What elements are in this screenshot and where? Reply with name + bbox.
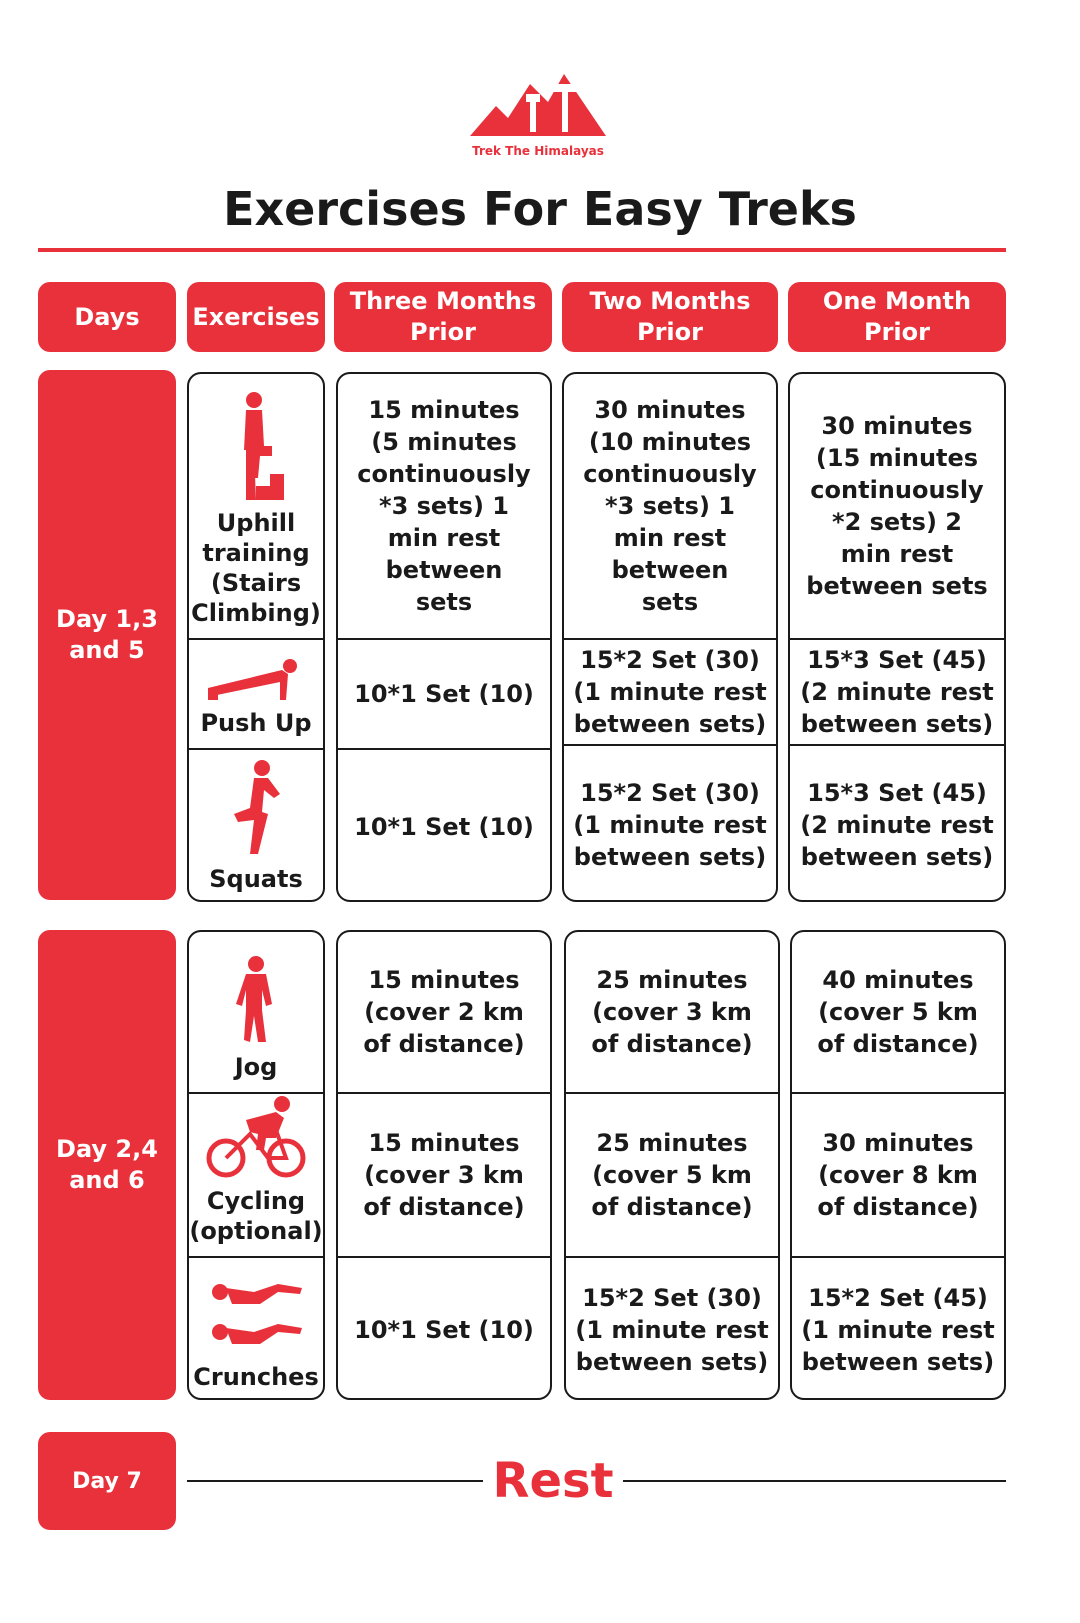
rest-line-right xyxy=(623,1480,1006,1482)
day-label-rest: Day 7 xyxy=(38,1432,176,1530)
page-title: Exercises For Easy Treks xyxy=(223,182,857,236)
brand-logo xyxy=(468,66,608,156)
one-month-cycling: 30 minutes (cover 8 km of distance) xyxy=(792,1092,1004,1256)
one-month-jog: 40 minutes (cover 5 km of distance) xyxy=(817,966,979,1058)
three-months-crunches: 10*1 Set (10) xyxy=(338,1256,550,1400)
day-label-group-2: Day 2,4 and 6 xyxy=(38,930,176,1400)
three-months-cycling: 15 minutes (cover 3 km of distance) xyxy=(338,1092,550,1256)
header-one-month: One Month Prior xyxy=(788,282,1006,352)
exercise-cycling xyxy=(189,1092,323,1256)
three-months-cell-group-1 xyxy=(336,372,552,902)
three-months-squats-cell xyxy=(338,748,550,902)
header-days: Days xyxy=(38,282,176,352)
exercise-jog xyxy=(189,932,323,1092)
day-label-group-1: Day 1,3 and 5 xyxy=(38,370,176,900)
exercises-cell-group-1 xyxy=(187,372,325,902)
header-three-months: Three Months Prior xyxy=(334,282,552,352)
three-months-jog: 15 minutes (cover 2 km of distance) xyxy=(363,966,525,1058)
one-month-stairs: 30 minutes (15 minutes continuously *2 sets) 2 min rest between sets xyxy=(806,412,988,600)
jogging-icon xyxy=(232,954,280,1046)
two-months-squats: 15*2 Set (30) (1 minute rest between sets) xyxy=(564,744,776,902)
exercise-squats xyxy=(189,748,323,902)
two-months-crunches: 15*2 Set (30) (1 minute rest between sets) xyxy=(566,1256,778,1400)
one-month-pushup: 15*3 Set (45) (2 minute rest between sets) xyxy=(790,638,1004,744)
exercise-pushup xyxy=(189,638,323,748)
exercise-name: Push Up xyxy=(200,709,312,737)
exercise-name: Jog xyxy=(234,1053,278,1081)
title-underline xyxy=(38,248,1006,252)
mountain-logo-icon xyxy=(468,66,608,136)
cycling-icon xyxy=(206,1094,306,1180)
exercise-name: Squats xyxy=(209,865,303,893)
three-months-stairs: 15 minutes (5 minutes continuously *3 sets) 1 min rest between sets xyxy=(357,396,531,616)
exercise-name: Uphill training (Stairs Climbing) xyxy=(191,509,321,627)
two-months-cycling: 25 minutes (cover 5 km of distance) xyxy=(566,1092,778,1256)
rest-label: Rest xyxy=(492,1453,614,1509)
exercises-cell-group-2 xyxy=(187,930,325,1400)
exercise-crunches xyxy=(189,1256,323,1400)
brand-name: Trek The Himalayas xyxy=(472,144,604,158)
crunches-icon xyxy=(208,1280,304,1356)
three-months-squats: 10*1 Set (10) xyxy=(354,813,534,841)
two-months-stairs: 30 minutes (10 minutes continuously *3 sets) 1 min rest between sets xyxy=(583,396,757,616)
two-months-jog: 25 minutes (cover 3 km of distance) xyxy=(591,966,753,1058)
squat-icon xyxy=(228,758,284,858)
exercise-name: Cycling (optional) xyxy=(189,1187,323,1245)
exercise-name: Crunches xyxy=(193,1363,319,1391)
two-months-cell-group-2 xyxy=(564,930,780,1400)
push-up-icon xyxy=(206,658,306,702)
three-months-pushup: 10*1 Set (10) xyxy=(354,680,534,708)
three-months-cell-group-2 xyxy=(336,930,552,1400)
one-month-cell-group-1 xyxy=(788,372,1006,902)
rest-line-left xyxy=(187,1480,483,1482)
three-months-pushup-squats xyxy=(338,638,550,748)
one-month-squats: 15*3 Set (45) (2 minute rest between sets) xyxy=(790,744,1004,902)
two-months-cell-group-1 xyxy=(562,372,778,902)
two-months-pushup: 15*2 Set (30) (1 minute rest between sets) xyxy=(564,638,776,744)
exercise-stairs xyxy=(189,374,323,638)
header-exercises: Exercises xyxy=(187,282,325,352)
one-month-crunches: 15*2 Set (45) (1 minute rest between sets) xyxy=(792,1256,1004,1400)
header-two-months: Two Months Prior xyxy=(562,282,778,352)
stairs-climbing-icon xyxy=(226,390,286,502)
one-month-cell-group-2 xyxy=(790,930,1006,1400)
